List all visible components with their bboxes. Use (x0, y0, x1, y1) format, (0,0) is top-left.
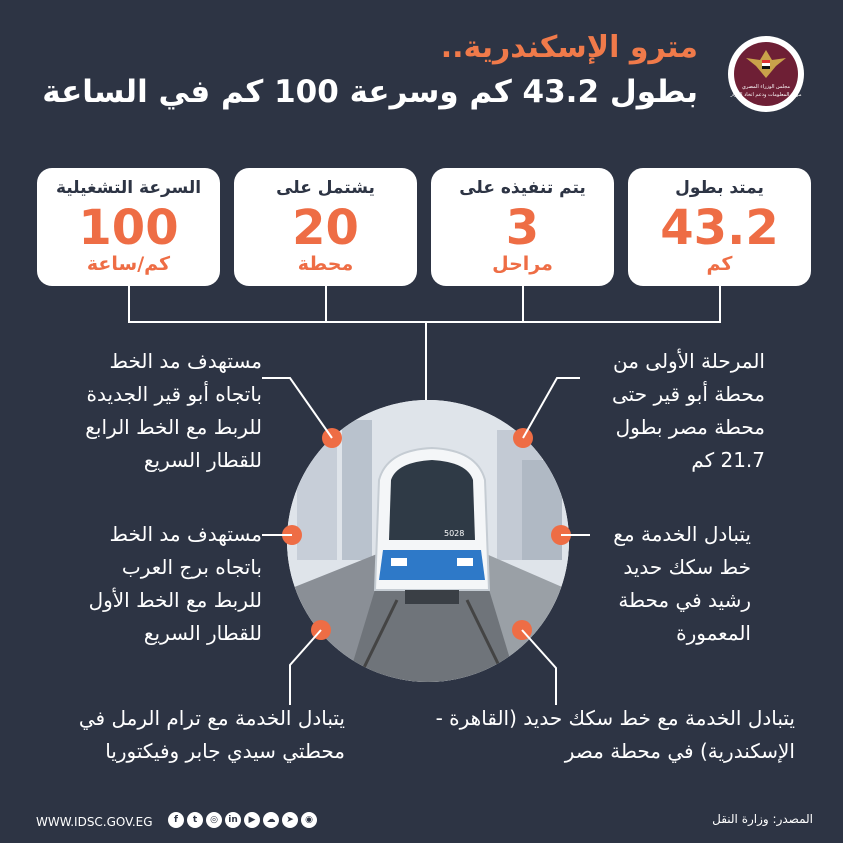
youtube-icon[interactable]: ▶ (244, 812, 260, 828)
train-number: 5028 (444, 529, 465, 538)
note-borg-al-arab-extension: مستهدف مد الخط باتجاه برج العرب للربط مع الخط الأول للقطار السريع (88, 522, 262, 645)
stat-value: 43.2 (660, 200, 779, 256)
title-line-1: مترو الإسكندرية.. (440, 30, 698, 65)
note-phase-one: المرحلة الأولى من محطة أبو قير حتى محطة مصر بطول 21.7 كم (612, 349, 765, 472)
stat-value: 100 (78, 200, 179, 256)
instagram-icon[interactable]: ◎ (206, 812, 222, 828)
logo-text-line-2: مركز المعلومات ودعم اتخاذ القرار (730, 92, 802, 98)
soundcloud-icon[interactable]: ☁ (263, 812, 279, 828)
source-credit: المصدر: وزارة النقل (712, 812, 813, 826)
note-abu-qir-extension: مستهدف مد الخط باتجاه أبو قير الجديدة للربط مع الخط الرابع للقطار السريع (85, 349, 262, 472)
stat-value: 3 (505, 200, 540, 256)
title-line-2: بطول 43.2 كم وسرعة 100 كم في الساعة (42, 74, 698, 110)
stat-caption: يتم تنفيذه على (459, 178, 586, 198)
note-rashid-line: يتبادل الخدمة مع خط سكك حديد رشيد في محطة المعمورة (613, 522, 751, 645)
stat-unit: مراحل (492, 253, 553, 275)
stat-caption: يشتمل على (276, 178, 375, 198)
note-cairo-alex-line: يتبادل الخدمة مع خط سكك حديد (القاهرة - الإسكندرية) في محطة مصر (435, 706, 795, 763)
facebook-icon[interactable]: f (168, 812, 184, 828)
podcast-icon[interactable]: ◉ (301, 812, 317, 828)
stat-unit: محطة (297, 253, 354, 275)
website-link[interactable]: WWW.IDSC.GOV.EG (36, 815, 153, 829)
stat-caption: يمتد بطول (675, 178, 764, 198)
telegram-icon[interactable]: ➤ (282, 812, 298, 828)
stat-caption: السرعة التشغيلية (55, 178, 202, 198)
stat-unit: كم (706, 253, 733, 275)
linkedin-icon[interactable]: in (225, 812, 241, 828)
logo-text-line-1: مجلس الوزراء المصري (742, 84, 790, 90)
twitter-icon[interactable]: t (187, 812, 203, 828)
stat-unit: كم/ساعة (86, 253, 171, 275)
stat-value: 20 (292, 200, 359, 256)
note-raml-tram: يتبادل الخدمة مع ترام الرمل في محطتي سيدي جابر وفيكتوريا (78, 706, 345, 763)
